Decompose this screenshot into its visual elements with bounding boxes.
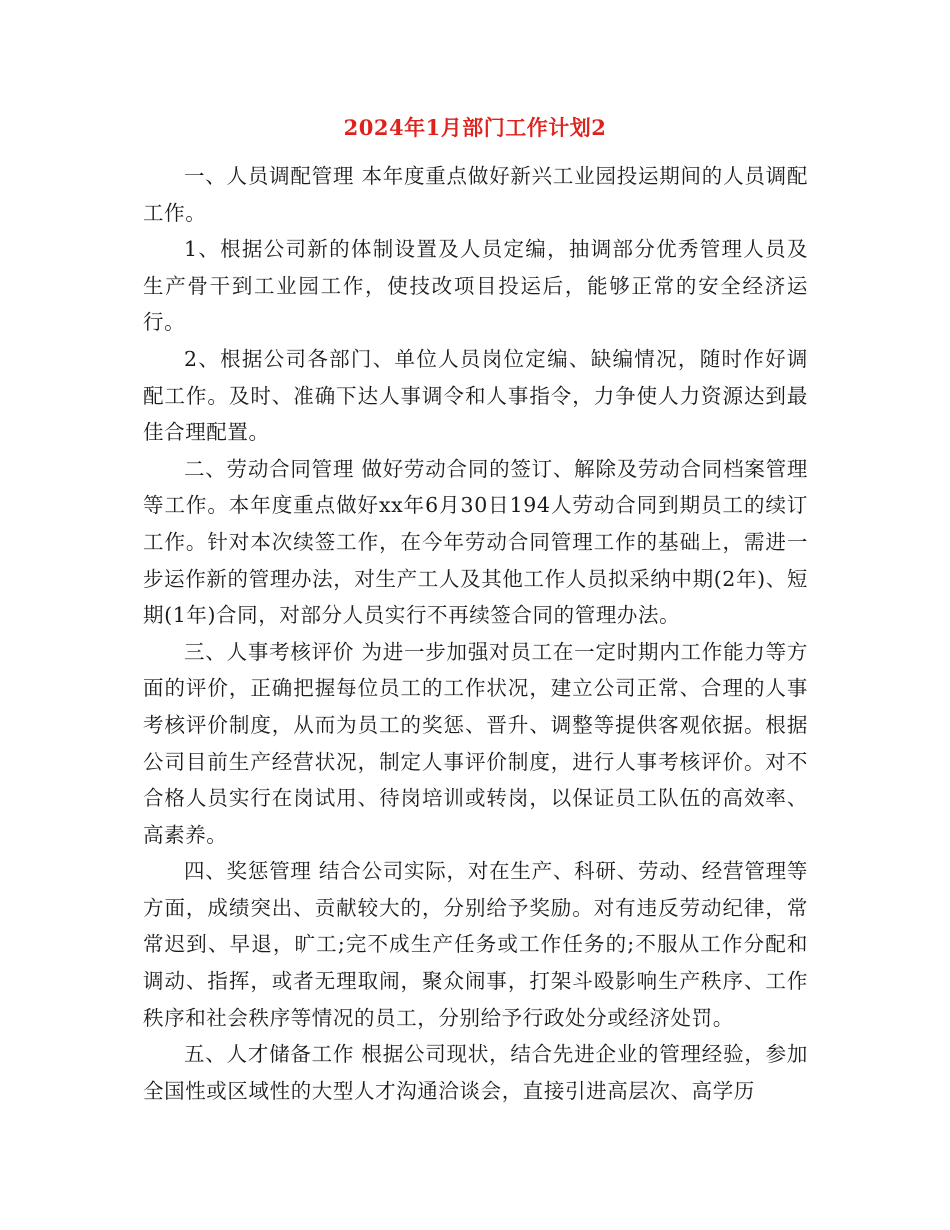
paragraph-personnel-allocation: 一、人员调配管理 本年度重点做好新兴工业园投运期间的人员调配工作。 (143, 164, 808, 225)
paragraph-labor-contract: 二、劳动合同管理 做好劳动合同的签订、解除及劳动合同档案管理等工作。本年度重点做好xx年6月30日194人劳动合同到期员工的续订工作。针对本次续签工作，在今年劳动合同管理工作的基础上，需进一步运作新的管理办法，对生产工人及其他工作人员拟采纳中期(2年)、短期(1年)合同，对部分人员实行不再续签合同的管理办法。 (143, 456, 808, 628)
document-title: 2024年1月部门工作计划2 (343, 115, 607, 140)
paragraph-talent-reserve: 五、人才储备工作 根据公司现状，结合先进企业的管理经验，参加全国性或区域性的大型人才沟通洽谈会，直接引进高层次、高学历 (143, 1042, 808, 1103)
paragraph-rewards-penalties: 四、奖惩管理 结合公司实际，对在生产、科研、劳动、经营管理等方面，成绩突出、贡献较大的，分别给予奖励。对有违反劳动纪律，常常迟到、早退，旷工;完不成生产任务或工作任务的;不服从工作分配和调动、指挥，或者无理取闹，聚众闹事，打架斗殴影响生产秩序、工作秩序和社会秩序等情况的员工，分别给予行政处分或经济处罚。 (143, 859, 808, 1030)
document-body (143, 158, 808, 1109)
paragraph-personnel-evaluation: 三、人事考核评价 为进一步加强对员工在一定时期内工作能力等方面的评价，正确把握每位员工的工作状况，建立公司正常、合理的人事考核评价制度，从而为员工的奖惩、晋升、调整等提供客观依据。根据公司目前生产经营状况，制定人事评价制度，进行人事考核评价。对不合格人员实行在岗试用、待岗培训或转岗，以保证员工队伍的高效率、高素养。 (143, 639, 808, 847)
paragraph-item-1: 1、根据公司新的体制设置及人员定编，抽调部分优秀管理人员及生产骨干到工业园工作，使技改项目投运后，能够正常的安全经济运行。 (143, 237, 808, 335)
paragraph-item-2: 2、根据公司各部门、单位人员岗位定编、缺编情况，随时作好调配工作。及时、准确下达人事调令和人事指令，力争使人力资源达到最佳合理配置。 (143, 346, 808, 445)
